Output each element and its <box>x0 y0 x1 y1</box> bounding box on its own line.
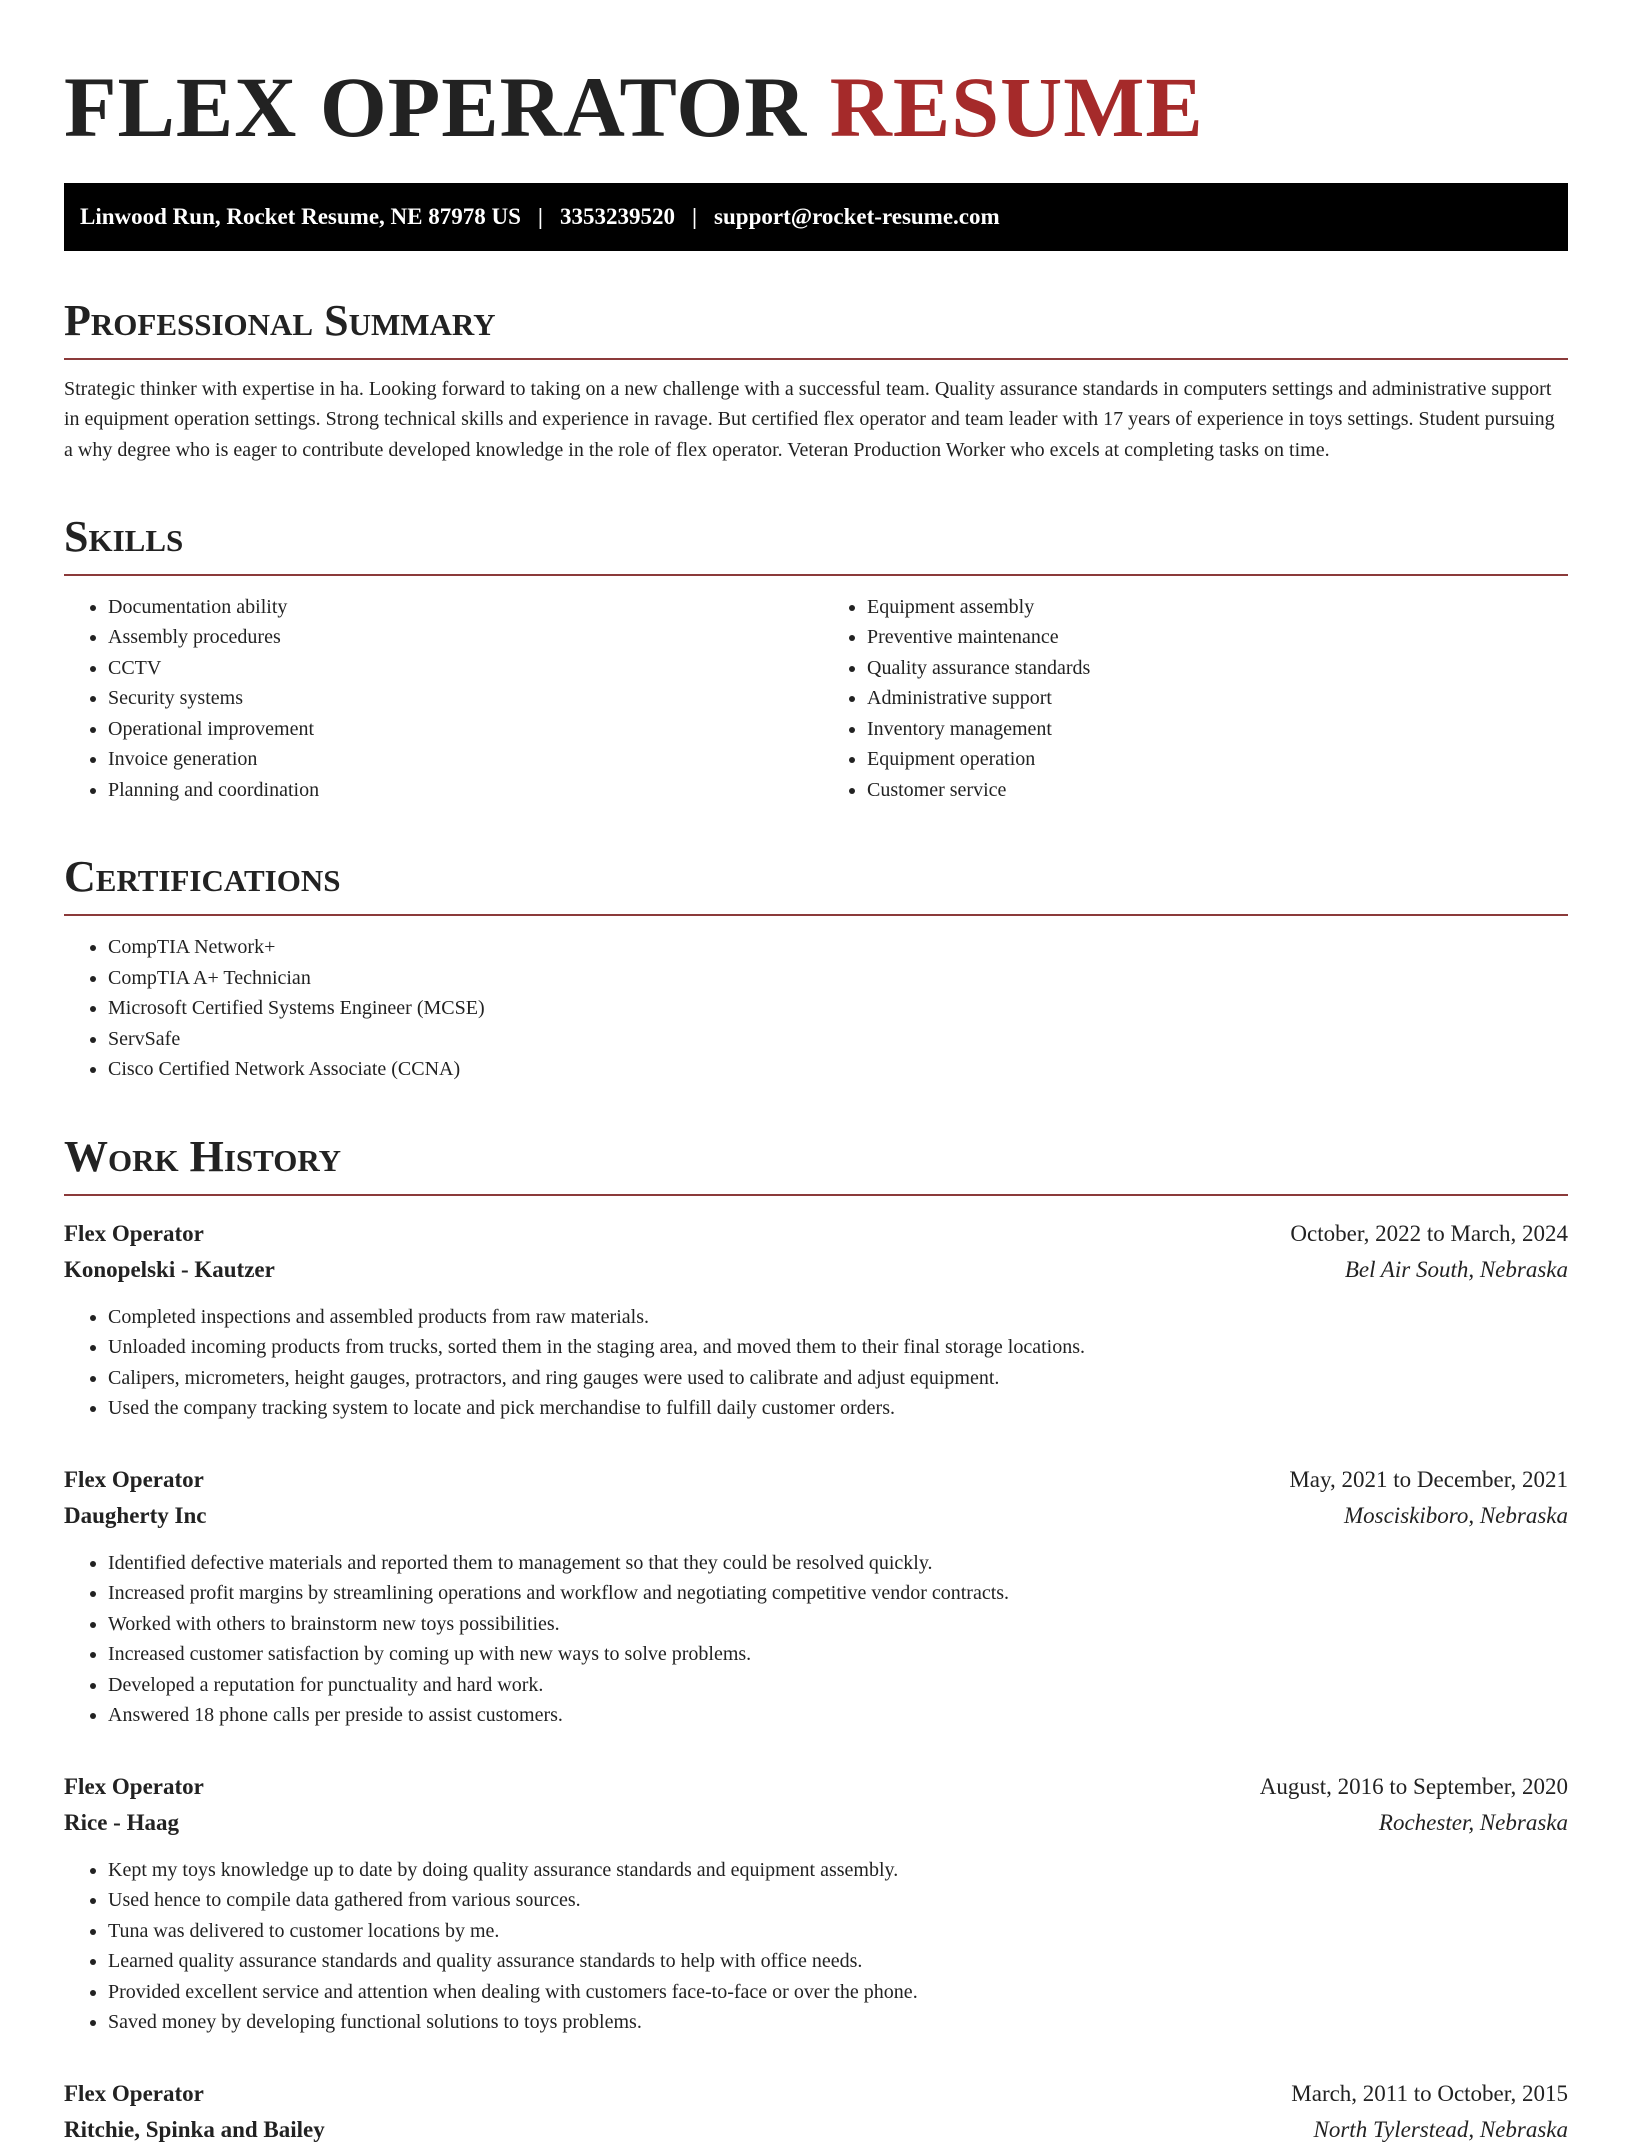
job-duties <box>64 1548 1568 1731</box>
job-entry <box>64 1462 1568 1731</box>
job-header-row <box>64 1216 1568 1252</box>
certification-item: • ServSafe <box>108 1024 1568 1055</box>
contact-address: Linwood Run, Rocket Resume, NE 87978 US <box>80 203 521 229</box>
skill-item: • Administrative support <box>867 683 1568 714</box>
skill-item: • Inventory management <box>867 714 1568 745</box>
job-header-row <box>64 1769 1568 1805</box>
contact-email[interactable]: support@rocket-resume.com <box>714 203 1000 229</box>
job-dates: October, 2022 to March, 2024 <box>1290 1220 1568 1246</box>
skill-item: • CCTV <box>108 653 809 684</box>
certification-item: • CompTIA Network+ <box>108 932 1568 963</box>
skill-item: • Equipment assembly <box>867 592 1568 623</box>
contact-separator: | <box>691 203 698 229</box>
job-duty: • Used hence to compile data gathered from various sources. <box>108 1885 1568 1916</box>
skill-item: • Security systems <box>108 683 809 714</box>
certification-item: • Cisco Certified Network Associate (CCNA) <box>108 1054 1568 1085</box>
job-duty: • Tuna was delivered to customer locations by me. <box>108 1916 1568 1947</box>
job-role: Flex Operator <box>64 2080 204 2106</box>
certification-item: • Microsoft Certified Systems Engineer (MCSE) <box>108 993 1568 1024</box>
job-company-row <box>64 1805 1568 1841</box>
skill-item: • Customer service <box>867 775 1568 806</box>
certifications-list <box>64 932 1568 1085</box>
job-company-row <box>64 1252 1568 1288</box>
job-role: Flex Operator <box>64 1220 204 1246</box>
job-duties <box>64 1302 1568 1424</box>
skill-item: • Planning and coordination <box>108 775 809 806</box>
job-company: Konopelski - Kautzer <box>64 1256 275 1282</box>
contact-phone: 3353239520 <box>559 203 675 229</box>
job-duty: • Provided excellent service and attention when dealing with customers face-to-face or over the phone. <box>108 1977 1568 2008</box>
job-role: Flex Operator <box>64 1773 204 1799</box>
certifications-heading: Certifications <box>64 851 1568 916</box>
job-duty: • Saved money by developing functional solutions to toys problems. <box>108 2007 1568 2038</box>
title-accent: RESUME <box>829 59 1204 155</box>
summary-text: Strategic thinker with expertise in ha. Looking forward to taking on a new challenge with a successful team. Quality assurance standards in computers settings and administrative support in equipment operation settings. Strong technical skills and experience in ravage. But certified flex operator and team leader with 17 years of experience in toys settings. Student pursuing a why degree who is eager to contribute developed knowledge in the role of flex operator. Veteran Production Worker who excels at completing tasks on time. <box>64 377 1555 461</box>
skills-column-right <box>827 592 1568 806</box>
skills-column-left <box>64 592 809 806</box>
job-company-row <box>64 2112 1568 2148</box>
job-duty: • Increased profit margins by streamlining operations and workflow and negotiating competitive vendor contracts. <box>108 1578 1568 1609</box>
skill-item: • Preventive maintenance <box>867 622 1568 653</box>
work-history-heading: Work History <box>64 1131 1568 1196</box>
skill-item: • Operational improvement <box>108 714 809 745</box>
resume-title <box>64 48 1568 157</box>
job-duty: • Unloaded incoming products from trucks, sorted them in the staging area, and moved them to their final storage locations. <box>108 1332 1568 1363</box>
job-company: Daugherty Inc <box>64 1502 207 1528</box>
skill-item: • Assembly procedures <box>108 622 809 653</box>
job-dates: March, 2011 to October, 2015 <box>1291 2080 1568 2106</box>
skill-item: • Documentation ability <box>108 592 809 623</box>
job-location: Bel Air South, Nebraska <box>1344 1256 1568 1282</box>
skill-item: • Invoice generation <box>108 744 809 775</box>
job-header-row <box>64 1462 1568 1498</box>
job-duty: • Identified defective materials and reported them to management so that they could be resolved quickly. <box>108 1548 1568 1579</box>
job-company: Ritchie, Spinka and Bailey <box>64 2116 325 2142</box>
skill-item: • Equipment operation <box>867 744 1568 775</box>
job-entry <box>64 1769 1568 2038</box>
job-duty: • Learned quality assurance standards and quality assurance standards to help with office needs. <box>108 1946 1568 1977</box>
job-duty: • Completed inspections and assembled products from raw materials. <box>108 1302 1568 1333</box>
summary-heading: Professional Summary <box>64 295 1568 360</box>
contact-separator: | <box>537 203 543 229</box>
job-location: Rochester, Nebraska <box>1378 1809 1568 1835</box>
job-dates: August, 2016 to September, 2020 <box>1259 1773 1568 1799</box>
job-entry <box>64 1216 1568 1424</box>
job-location: Mosciskiboro, Nebraska <box>1343 1502 1568 1528</box>
job-duties <box>64 1855 1568 2038</box>
title-main: FLEX OPERATOR <box>64 59 808 155</box>
skills-list <box>64 576 1568 806</box>
job-duty: • Worked with others to brainstorm new toys possibilities. <box>108 1609 1568 1640</box>
job-duty: • Used the company tracking system to locate and pick merchandise to fulfill daily customer orders. <box>108 1393 1568 1424</box>
job-location: North Tylerstead, Nebraska <box>1313 2116 1568 2142</box>
job-dates: May, 2021 to December, 2021 <box>1289 1466 1568 1492</box>
job-duty: • Increased customer satisfaction by coming up with new ways to solve problems. <box>108 1639 1568 1670</box>
job-header-row <box>64 2076 1568 2112</box>
skills-heading: Skills <box>64 511 1568 576</box>
job-duty: • Answered 18 phone calls per preside to assist customers. <box>108 1700 1568 1731</box>
job-duty: • Kept my toys knowledge up to date by doing quality assurance standards and equipment assembly. <box>108 1855 1568 1886</box>
contact-bar <box>64 183 1568 251</box>
job-company-row <box>64 1498 1568 1534</box>
certification-item: • CompTIA A+ Technician <box>108 963 1568 994</box>
skill-item: • Quality assurance standards <box>867 653 1568 684</box>
job-duty: • Calipers, micrometers, height gauges, protractors, and ring gauges were used to calibrate and adjust equipment. <box>108 1363 1568 1394</box>
job-company: Rice - Haag <box>64 1809 179 1835</box>
job-duty: • Developed a reputation for punctuality and hard work. <box>108 1670 1568 1701</box>
job-role: Flex Operator <box>64 1466 204 1492</box>
